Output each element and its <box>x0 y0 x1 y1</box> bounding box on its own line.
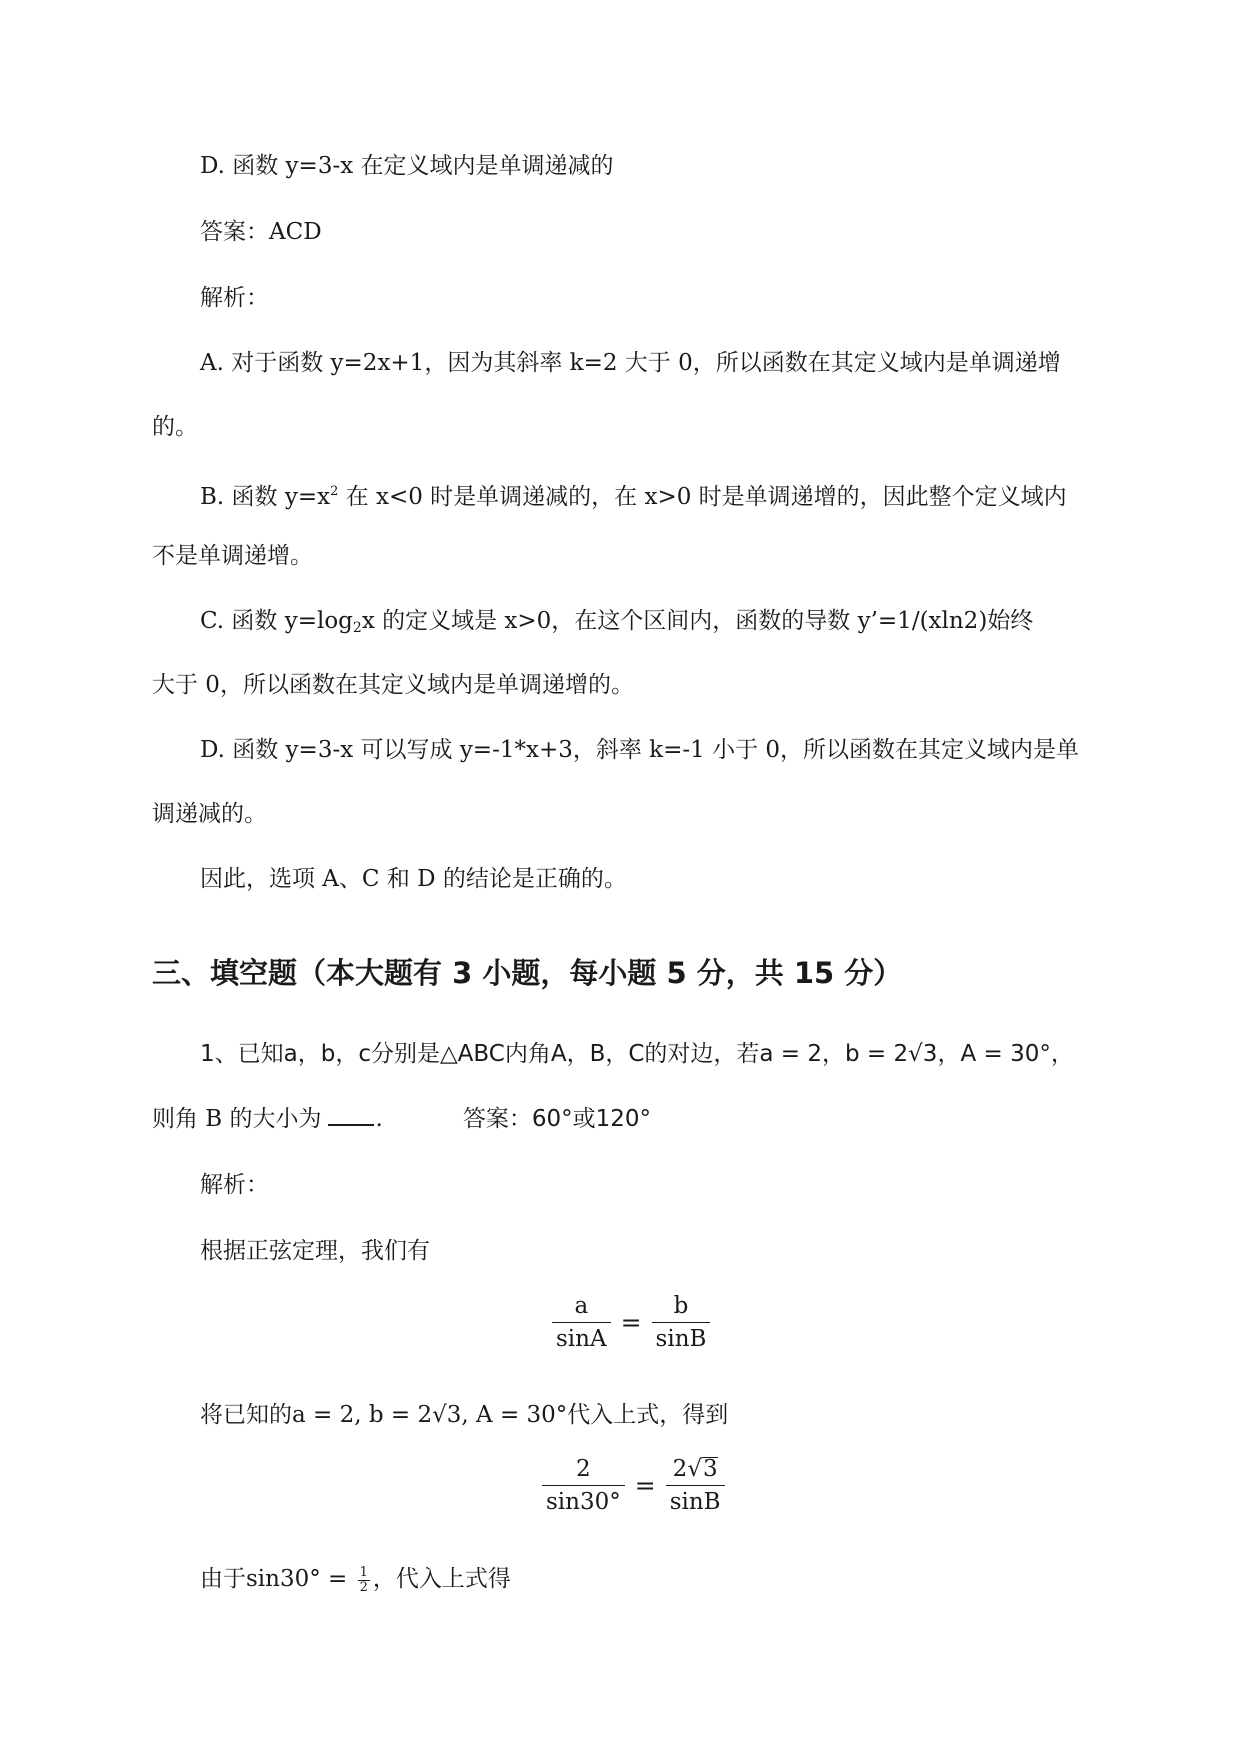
analysis-c-line1 <box>200 606 1033 643</box>
analysis-a-line2: 的。 <box>152 414 198 440</box>
answer-label: 答案： <box>462 1106 532 1132</box>
answer-value: 60°或120° <box>531 1106 652 1132</box>
question-1-line1: 1、已知a，b，c分别是△ABC内角A，B，C的对边，若a = 2，b = 2√3，A = 30°， <box>200 1041 1074 1067</box>
sin30-suffix: ，代入上式得 <box>372 1566 511 1592</box>
answer-blank <box>328 1106 374 1126</box>
denominator: sin30° <box>542 1485 625 1516</box>
denominator: sinB <box>652 1322 711 1353</box>
superscript: 2 <box>330 484 339 499</box>
answer-line: 答案：ACD <box>200 219 322 245</box>
numerator: a <box>574 1293 589 1319</box>
substitute-line: 将已知的a = 2, b = 2√3, A = 30°代入上式，得到 <box>200 1402 729 1428</box>
analysis-d-line1: D. 函数 y=3-x 可以写成 y=-1*x+3，斜率 k=-1 小于 0，所以函数在其定义域内是单 <box>200 737 1080 763</box>
subscript: 2 <box>352 620 362 636</box>
analysis-label-2: 解析： <box>200 1172 269 1198</box>
sine-rule-intro: 根据正弦定理，我们有 <box>200 1238 430 1264</box>
numerator: 2√3 <box>672 1456 718 1482</box>
fraction-a-over-sina <box>552 1292 611 1353</box>
equals-sign: = <box>620 1308 642 1337</box>
section-heading: 三、填空题（本大题有 3 小题，每小题 5 分，共 15 分） <box>152 956 903 990</box>
substituted-equation <box>538 1455 729 1516</box>
numerator: b <box>673 1293 689 1319</box>
radicand: 3 <box>702 1456 718 1482</box>
analysis-d-line2: 调递减的。 <box>152 801 267 827</box>
denominator: sinA <box>552 1322 611 1353</box>
denominator: 2 <box>359 1579 368 1595</box>
analysis-b-text-a: B. 函数 y=x <box>200 484 331 510</box>
sine-rule-equation <box>548 1292 714 1353</box>
numerator: 1 <box>359 1564 368 1580</box>
fraction-b-over-sinb <box>652 1292 711 1353</box>
sin30-line <box>200 1564 511 1595</box>
option-d-line: D. 函数 y=3-x 在定义域内是单调递减的 <box>200 153 614 179</box>
analysis-b-text-b: 在 x<0 时是单调递减的，在 x>0 时是单调递增的，因此整个定义域内 <box>338 484 1067 510</box>
question-1-line2 <box>152 1104 651 1134</box>
question-1-period: . <box>375 1106 383 1132</box>
analysis-c-line2: 大于 0，所以函数在其定义域内是单调递增的。 <box>152 672 634 698</box>
denominator: sinB <box>666 1485 725 1516</box>
fraction-one-half <box>358 1566 370 1595</box>
conclusion-line: 因此，选项 A、C 和 D 的结论是正确的。 <box>200 866 627 892</box>
fraction-2-over-sin30 <box>542 1455 625 1516</box>
equals-sign: = <box>634 1471 656 1500</box>
sin30-prefix: 由于sin30° = <box>200 1566 355 1592</box>
analysis-b-line2: 不是单调递增。 <box>152 543 313 569</box>
analysis-label: 解析： <box>200 285 269 311</box>
analysis-b-line1 <box>200 477 1067 512</box>
analysis-c-text-a: C. 函数 y=log <box>200 608 353 634</box>
numerator: 2 <box>576 1456 591 1482</box>
analysis-a-line1: A. 对于函数 y=2x+1，因为其斜率 k=2 大于 0，所以函数在其定义域内是单调递增 <box>200 350 1061 376</box>
question-1-prompt: 则角 B 的大小为 <box>152 1106 322 1132</box>
fraction-2root3-over-sinb <box>666 1455 725 1516</box>
analysis-c-text-b: x 的定义域是 x>0，在这个区间内，函数的导数 y’=1/(xln2)始终 <box>361 608 1034 634</box>
coefficient: 2 <box>672 1456 688 1482</box>
